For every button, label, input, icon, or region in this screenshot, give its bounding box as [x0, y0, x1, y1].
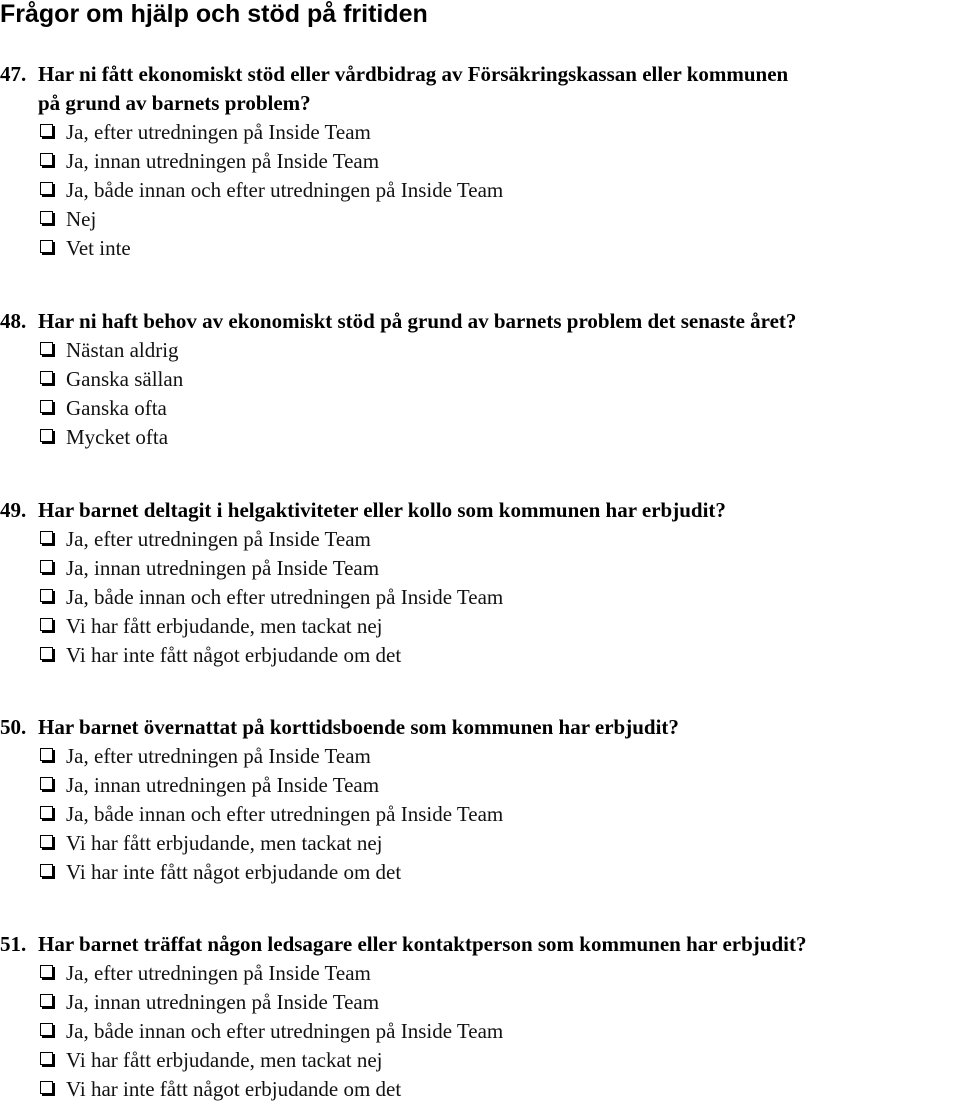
option-label: Ja, innan utredningen på Inside Team — [66, 556, 380, 580]
option-label: Nej — [66, 207, 97, 231]
question-50 — [0, 713, 960, 887]
answer-option[interactable] — [0, 205, 960, 234]
question-49 — [0, 496, 960, 670]
question-text-line: på grund av barnets problem? — [38, 91, 311, 115]
checkbox-icon[interactable] — [40, 124, 53, 137]
answer-options — [0, 118, 960, 263]
answer-option[interactable] — [0, 234, 960, 263]
option-label: Ja, innan utredningen på Inside Team — [66, 773, 380, 797]
answer-option[interactable] — [0, 771, 960, 800]
question-text — [0, 307, 960, 336]
answer-option[interactable] — [0, 147, 960, 176]
answer-options — [0, 959, 960, 1104]
option-label: Vet inte — [66, 236, 131, 260]
checkbox-icon[interactable] — [40, 647, 53, 660]
option-label: Ganska ofta — [66, 396, 167, 420]
checkbox-icon[interactable] — [40, 806, 53, 819]
checkbox-icon[interactable] — [40, 153, 53, 166]
answer-option[interactable] — [0, 742, 960, 771]
option-label: Ja, både innan och efter utredningen på Inside Team — [66, 178, 504, 202]
checkbox-icon[interactable] — [40, 994, 53, 1007]
checkbox-icon[interactable] — [40, 965, 53, 978]
question-text — [0, 713, 960, 742]
option-label: Ja, efter utredningen på Inside Team — [66, 744, 371, 768]
checkbox-icon[interactable] — [40, 429, 53, 442]
checkbox-icon[interactable] — [40, 748, 53, 761]
checkbox-icon[interactable] — [40, 1052, 53, 1065]
option-label: Ja, både innan och efter utredningen på Inside Team — [66, 585, 504, 609]
answer-options — [0, 525, 960, 670]
answer-option[interactable] — [0, 336, 960, 365]
option-label: Vi har inte fått något erbjudande om det — [66, 860, 402, 884]
answer-options — [0, 336, 960, 452]
option-label: Ja, innan utredningen på Inside Team — [66, 149, 380, 173]
answer-options — [0, 742, 960, 887]
answer-option[interactable] — [0, 988, 960, 1017]
answer-option[interactable] — [0, 394, 960, 423]
answer-option[interactable] — [0, 1046, 960, 1075]
option-label: Vi har fått erbjudande, men tackat nej — [66, 1048, 383, 1072]
option-label: Mycket ofta — [66, 425, 169, 449]
checkbox-icon[interactable] — [40, 400, 53, 413]
option-label: Ja, innan utredningen på Inside Team — [66, 990, 380, 1014]
checkbox-icon[interactable] — [40, 777, 53, 790]
checkbox-icon[interactable] — [40, 182, 53, 195]
answer-option[interactable] — [0, 583, 960, 612]
answer-option[interactable] — [0, 959, 960, 988]
answer-option[interactable] — [0, 423, 960, 452]
answer-option[interactable] — [0, 365, 960, 394]
checkbox-icon[interactable] — [40, 211, 53, 224]
option-label: Ja, efter utredningen på Inside Team — [66, 527, 371, 551]
option-label: Nästan aldrig — [66, 338, 179, 362]
answer-option[interactable] — [0, 1017, 960, 1046]
question-text-line: Har barnet övernattat på korttidsboende som kommunen har erbjudit? — [38, 715, 679, 739]
option-label: Ja, efter utredningen på Inside Team — [66, 961, 371, 985]
question-48 — [0, 307, 960, 452]
question-text — [0, 930, 960, 959]
answer-option[interactable] — [0, 641, 960, 670]
answer-option[interactable] — [0, 612, 960, 641]
checkbox-icon[interactable] — [40, 618, 53, 631]
question-number: 51. — [0, 932, 27, 956]
question-number: 50. — [0, 715, 27, 739]
option-label: Vi har fått erbjudande, men tackat nej — [66, 614, 383, 638]
checkbox-icon[interactable] — [40, 1081, 53, 1094]
question-number: 48. — [0, 309, 27, 333]
option-label: Ganska sällan — [66, 367, 184, 391]
checkbox-icon[interactable] — [40, 864, 53, 877]
checkbox-icon[interactable] — [40, 1023, 53, 1036]
answer-option[interactable] — [0, 829, 960, 858]
checkbox-icon[interactable] — [40, 342, 53, 355]
answer-option[interactable] — [0, 858, 960, 887]
checkbox-icon[interactable] — [40, 240, 53, 253]
checkbox-icon[interactable] — [40, 835, 53, 848]
option-label: Ja, både innan och efter utredningen på Inside Team — [66, 802, 504, 826]
question-text-line: Har ni fått ekonomiskt stöd eller vårdbidrag av Försäkringskassan eller kommunen — [38, 62, 789, 86]
question-text — [0, 496, 960, 525]
option-label: Ja, både innan och efter utredningen på Inside Team — [66, 1019, 504, 1043]
checkbox-icon[interactable] — [40, 371, 53, 384]
question-47 — [0, 60, 960, 263]
answer-option[interactable] — [0, 176, 960, 205]
question-text-line: Har barnet deltagit i helgaktiviteter eller kollo som kommunen har erbjudit? — [38, 498, 726, 522]
option-label: Vi har inte fått något erbjudande om det — [66, 643, 402, 667]
answer-option[interactable] — [0, 118, 960, 147]
answer-option[interactable] — [0, 554, 960, 583]
option-label: Ja, efter utredningen på Inside Team — [66, 120, 371, 144]
checkbox-icon[interactable] — [40, 560, 53, 573]
checkbox-icon[interactable] — [40, 589, 53, 602]
question-text — [0, 60, 960, 118]
answer-option[interactable] — [0, 800, 960, 829]
question-text-line: Har barnet träffat någon ledsagare eller kontaktperson som kommunen har erbjudit? — [38, 932, 807, 956]
option-label: Vi har fått erbjudande, men tackat nej — [66, 831, 383, 855]
question-text-line: Har ni haft behov av ekonomiskt stöd på grund av barnets problem det senaste året? — [38, 309, 797, 333]
answer-option[interactable] — [0, 525, 960, 554]
option-label: Vi har inte fått något erbjudande om det — [66, 1077, 402, 1101]
question-number: 49. — [0, 498, 27, 522]
question-number: 47. — [0, 62, 27, 86]
checkbox-icon[interactable] — [40, 531, 53, 544]
answer-option[interactable] — [0, 1075, 960, 1104]
page-title: Frågor om hjälp och stöd på fritiden — [0, 0, 428, 28]
question-51 — [0, 930, 960, 1104]
